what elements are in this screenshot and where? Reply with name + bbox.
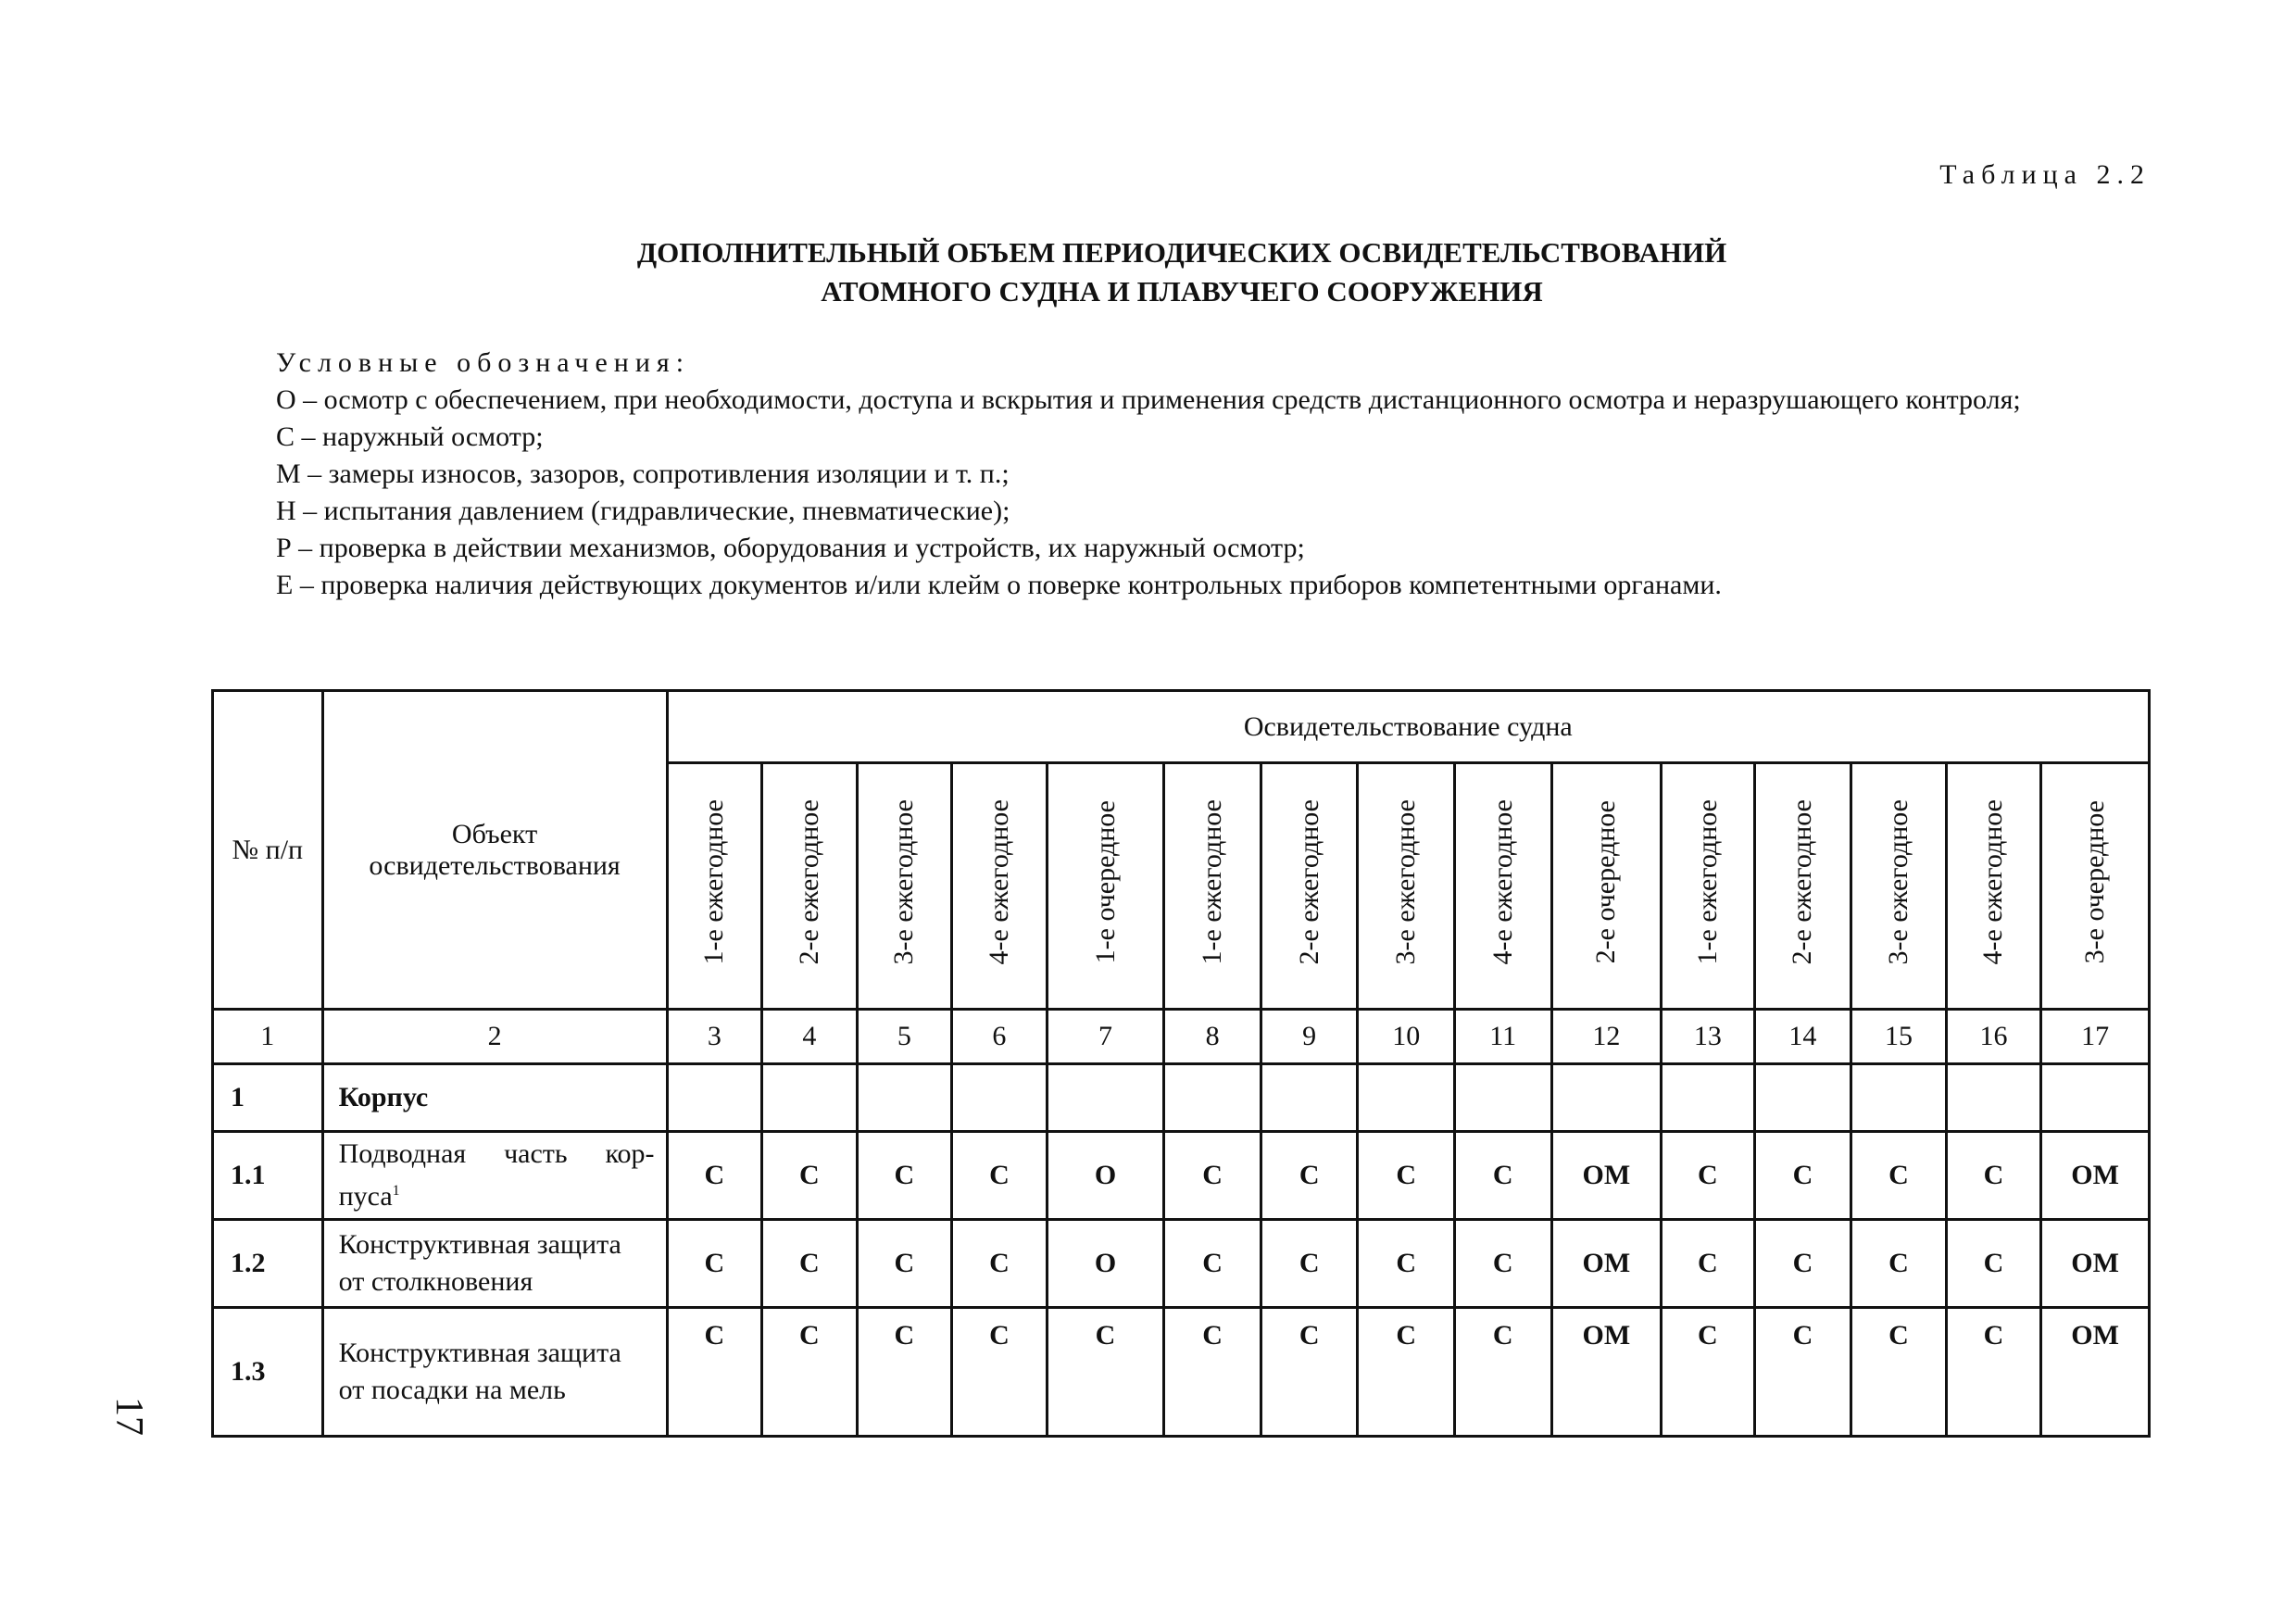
cell-value: С bbox=[952, 1308, 1048, 1437]
header-survey-col: 3-е ежегодное bbox=[857, 763, 952, 1010]
title-line-1: ДОПОЛНИТЕЛЬНЫЙ ОБЪЕМ ПЕРИОДИЧЕСКИХ ОСВИДЕТЕЛЬСТВОВАНИЙ bbox=[636, 236, 1727, 269]
column-number: 4 bbox=[762, 1010, 858, 1064]
cell-value: С bbox=[1047, 1308, 1164, 1437]
column-number: 3 bbox=[667, 1010, 762, 1064]
legend-item-e: Е – проверка наличия действующих документов и/или клейм о поверке контрольных приборов компетентными органами. bbox=[276, 570, 1722, 600]
column-number: 9 bbox=[1261, 1010, 1358, 1064]
cell-value: ОМ bbox=[2041, 1132, 2150, 1220]
header-survey-col: 3-е очередное bbox=[2041, 763, 2150, 1010]
cell-value: С bbox=[1851, 1308, 1947, 1437]
column-number: 14 bbox=[1754, 1010, 1851, 1064]
cell-value: С bbox=[857, 1220, 952, 1308]
header-survey-col: 1-е ежегодное bbox=[1164, 763, 1261, 1010]
header-survey-col: 1-е ежегодное bbox=[1662, 763, 1755, 1010]
header-survey-col: 2-е очередное bbox=[1551, 763, 1662, 1010]
column-number: 5 bbox=[857, 1010, 952, 1064]
header-survey-col: 3-е ежегодное bbox=[1358, 763, 1455, 1010]
cell-value: С bbox=[667, 1220, 762, 1308]
cell-value: С bbox=[1454, 1132, 1551, 1220]
row-number: 1.2 bbox=[213, 1220, 323, 1308]
column-number: 15 bbox=[1851, 1010, 1947, 1064]
cell-value: С bbox=[762, 1220, 858, 1308]
header-object-line1: Объект bbox=[451, 818, 538, 849]
cell-value: С bbox=[762, 1132, 858, 1220]
header-survey-col: 3-е ежегодное bbox=[1851, 763, 1947, 1010]
column-number: 8 bbox=[1164, 1010, 1261, 1064]
cell-value: С bbox=[1164, 1132, 1261, 1220]
cell-value: С bbox=[762, 1308, 858, 1437]
legend bbox=[213, 345, 2151, 604]
page-number: 17 bbox=[107, 1397, 150, 1436]
cell-value: С bbox=[1946, 1132, 2041, 1220]
column-number: 11 bbox=[1454, 1010, 1551, 1064]
footnote-mark: 1 bbox=[392, 1183, 400, 1199]
cell-value: С bbox=[1454, 1308, 1551, 1437]
table-row-section-hull bbox=[213, 1064, 2150, 1132]
column-number: 17 bbox=[2041, 1010, 2150, 1064]
cell-value: О bbox=[1047, 1220, 1164, 1308]
cell-value: С bbox=[857, 1308, 952, 1437]
legend-item-h: Н – испытания давлением (гидравлические, пневматические); bbox=[276, 496, 1010, 526]
row-object: Конструктивная защита от столкновения bbox=[322, 1220, 667, 1308]
header-object bbox=[322, 691, 667, 1010]
row-object: Корпус bbox=[322, 1064, 667, 1132]
cell-value: С bbox=[1851, 1220, 1947, 1308]
cell-value: С bbox=[1946, 1308, 2041, 1437]
cell-value: С bbox=[1358, 1308, 1455, 1437]
header-survey-col: 1-е ежегодное bbox=[667, 763, 762, 1010]
legend-item-c: С – наружный осмотр; bbox=[276, 421, 544, 452]
header-survey-col: 4-е ежегодное bbox=[1454, 763, 1551, 1010]
cell-value: ОМ bbox=[1551, 1308, 1662, 1437]
cell-value: О bbox=[1047, 1132, 1164, 1220]
cell-value: С bbox=[1164, 1308, 1261, 1437]
cell-value: С bbox=[1662, 1220, 1755, 1308]
header-survey-col: 2-е ежегодное bbox=[1261, 763, 1358, 1010]
row-object: Подводная часть кор- пуса$^1$ bbox=[322, 1132, 667, 1220]
column-number-row bbox=[213, 1010, 2150, 1064]
column-number: 10 bbox=[1358, 1010, 1455, 1064]
cell-value: С bbox=[1662, 1308, 1755, 1437]
cell-value: С bbox=[1454, 1220, 1551, 1308]
document-title bbox=[213, 233, 2151, 311]
table-row bbox=[213, 1220, 2150, 1308]
cell-value: С bbox=[1851, 1132, 1947, 1220]
cell-value: С bbox=[667, 1308, 762, 1437]
table-label: Таблица 2.2 bbox=[1939, 159, 2151, 190]
header-survey-group: Освидетельствование судна bbox=[667, 691, 2149, 763]
survey-table bbox=[211, 689, 2151, 1438]
column-number: 7 bbox=[1047, 1010, 1164, 1064]
cell-value: С bbox=[1358, 1220, 1455, 1308]
column-number: 13 bbox=[1662, 1010, 1755, 1064]
header-survey-col: 4-е ежегодное bbox=[952, 763, 1048, 1010]
column-number: 12 bbox=[1551, 1010, 1662, 1064]
header-survey-col: 2-е ежегодное bbox=[1754, 763, 1851, 1010]
cell-value: С bbox=[952, 1132, 1048, 1220]
header-survey-col: 2-е ежегодное bbox=[762, 763, 858, 1010]
header-number: № п/п bbox=[213, 691, 323, 1010]
column-number: 16 bbox=[1946, 1010, 2041, 1064]
cell-value: С bbox=[1946, 1220, 2041, 1308]
title-line-2: АТОМНОГО СУДНА И ПЛАВУЧЕГО СООРУЖЕНИЯ bbox=[821, 275, 1543, 308]
cell-value: С bbox=[1164, 1220, 1261, 1308]
row-number: 1.3 bbox=[213, 1308, 323, 1437]
cell-value: ОМ bbox=[2041, 1220, 2150, 1308]
column-number: 1 bbox=[213, 1010, 323, 1064]
cell-value: С bbox=[1261, 1220, 1358, 1308]
cell-value: С bbox=[1358, 1132, 1455, 1220]
cell-value: С bbox=[952, 1220, 1048, 1308]
table-row bbox=[213, 1308, 2150, 1437]
legend-heading: Условные обозначения: bbox=[276, 347, 691, 378]
cell-value: С bbox=[667, 1132, 762, 1220]
column-number: 6 bbox=[952, 1010, 1048, 1064]
legend-item-m: М – замеры износов, зазоров, сопротивления изоляции и т. п.; bbox=[276, 459, 1010, 489]
cell-value: С bbox=[1261, 1308, 1358, 1437]
column-number: 2 bbox=[322, 1010, 667, 1064]
cell-value: С bbox=[1662, 1132, 1755, 1220]
cell-value: ОМ bbox=[1551, 1220, 1662, 1308]
header-survey-col: 1-е очередное bbox=[1047, 763, 1164, 1010]
legend-item-p: Р – проверка в действии механизмов, оборудования и устройств, их наружный осмотр; bbox=[276, 533, 1305, 563]
row-number: 1 bbox=[213, 1064, 323, 1132]
cell-value: С bbox=[857, 1132, 952, 1220]
cell-value: С bbox=[1754, 1220, 1851, 1308]
row-number: 1.1 bbox=[213, 1132, 323, 1220]
table-row bbox=[213, 1132, 2150, 1220]
header-object-line2: освидетельствования bbox=[369, 849, 621, 881]
header-survey-col: 4-е ежегодное bbox=[1946, 763, 2041, 1010]
cell-value: С bbox=[1754, 1308, 1851, 1437]
cell-value: С bbox=[1754, 1132, 1851, 1220]
cell-value: ОМ bbox=[2041, 1308, 2150, 1437]
legend-item-o: О – осмотр с обеспечением, при необходимости, доступа и вскрытия и применения средств дистанционного осмотра и неразрушающего контроля; bbox=[276, 384, 2021, 415]
cell-value: С bbox=[1261, 1132, 1358, 1220]
row-object: Конструктивная защита от посадки на мель bbox=[322, 1308, 667, 1437]
cell-value: ОМ bbox=[1551, 1132, 1662, 1220]
